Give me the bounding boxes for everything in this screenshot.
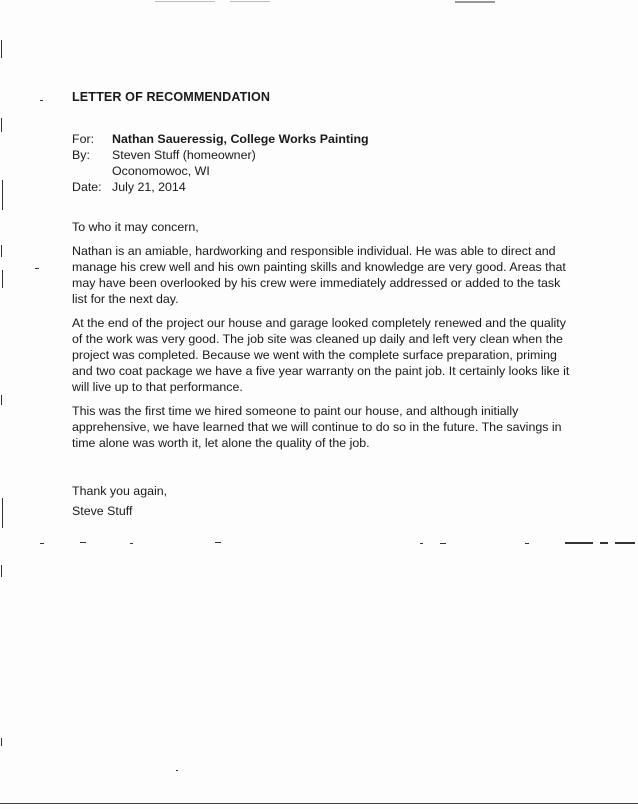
date-label: Date: (72, 180, 102, 194)
scan-edge-line (0, 803, 638, 804)
scan-speck (1, 118, 2, 132)
scan-speck (2, 270, 3, 288)
scan-speck (215, 542, 221, 543)
scan-speck (176, 770, 178, 771)
scan-speck (155, 1, 215, 2)
body-paragraph: Nathan is an amiable, hardworking and responsible individual. He was able to direct and manage his crew well and his own painting skills and knowledge are very good. Areas that may have been overlooked by his crew were immediately addressed or added to the task list for the next day. (72, 244, 566, 306)
scan-speck (1, 565, 2, 577)
location-value: Oconomowoc, WI (112, 164, 210, 178)
scan-speck (420, 543, 423, 544)
scan-speck (35, 268, 39, 269)
scan-speck (455, 1, 495, 3)
scan-speck (1, 395, 2, 405)
by-label: By: (72, 148, 90, 162)
signature: Steve Stuff (72, 504, 133, 518)
date-value: July 21, 2014 (112, 180, 186, 194)
closing: Thank you again, (72, 484, 168, 498)
for-label: For: (72, 132, 95, 146)
scan-speck (440, 543, 446, 544)
scan-speck (80, 542, 86, 543)
location-spacer (72, 163, 112, 179)
by-value: Steven Stuff (homeowner) (112, 148, 256, 162)
scan-speck (2, 498, 3, 528)
scan-speck (40, 100, 43, 101)
letter-content (72, 89, 572, 519)
scan-speck (40, 543, 44, 544)
for-value: Nathan Saueressig, College Works Painting (112, 132, 369, 146)
scan-speck (1, 40, 2, 58)
meta-for-row (72, 131, 572, 147)
scan-speck (2, 180, 3, 210)
scan-speck (600, 542, 608, 544)
letter-meta (72, 131, 572, 195)
meta-location-row (72, 163, 572, 179)
scan-speck (230, 1, 270, 2)
scan-speck (525, 543, 529, 544)
body-paragraph: This was the first time we hired someone to paint our house, and although initially apprehensive, we have learned that we will continue to do so in the future. The savings in time alone was worth it, let alone the quality of the job. (72, 404, 562, 450)
body-paragraph: At the end of the project our house and garage looked completely renewed and the quality of the work was very good. The job site was cleaned up daily and left very clean when the project was completed. Because we went with the complete surface preparation, priming and two coat package we have a five year warranty on the paint job. It certainly looks like it will live up to that performance. (72, 316, 570, 394)
letter-title: LETTER OF RECOMMENDATION (72, 90, 271, 104)
scan-speck (1, 738, 2, 746)
scan-speck (1, 245, 2, 257)
greeting: To who it may concern, (72, 220, 199, 234)
scan-speck (130, 543, 133, 544)
scan-speck (565, 542, 593, 544)
meta-by-row (72, 147, 572, 163)
scan-speck (615, 542, 635, 544)
meta-date-row (72, 179, 572, 195)
